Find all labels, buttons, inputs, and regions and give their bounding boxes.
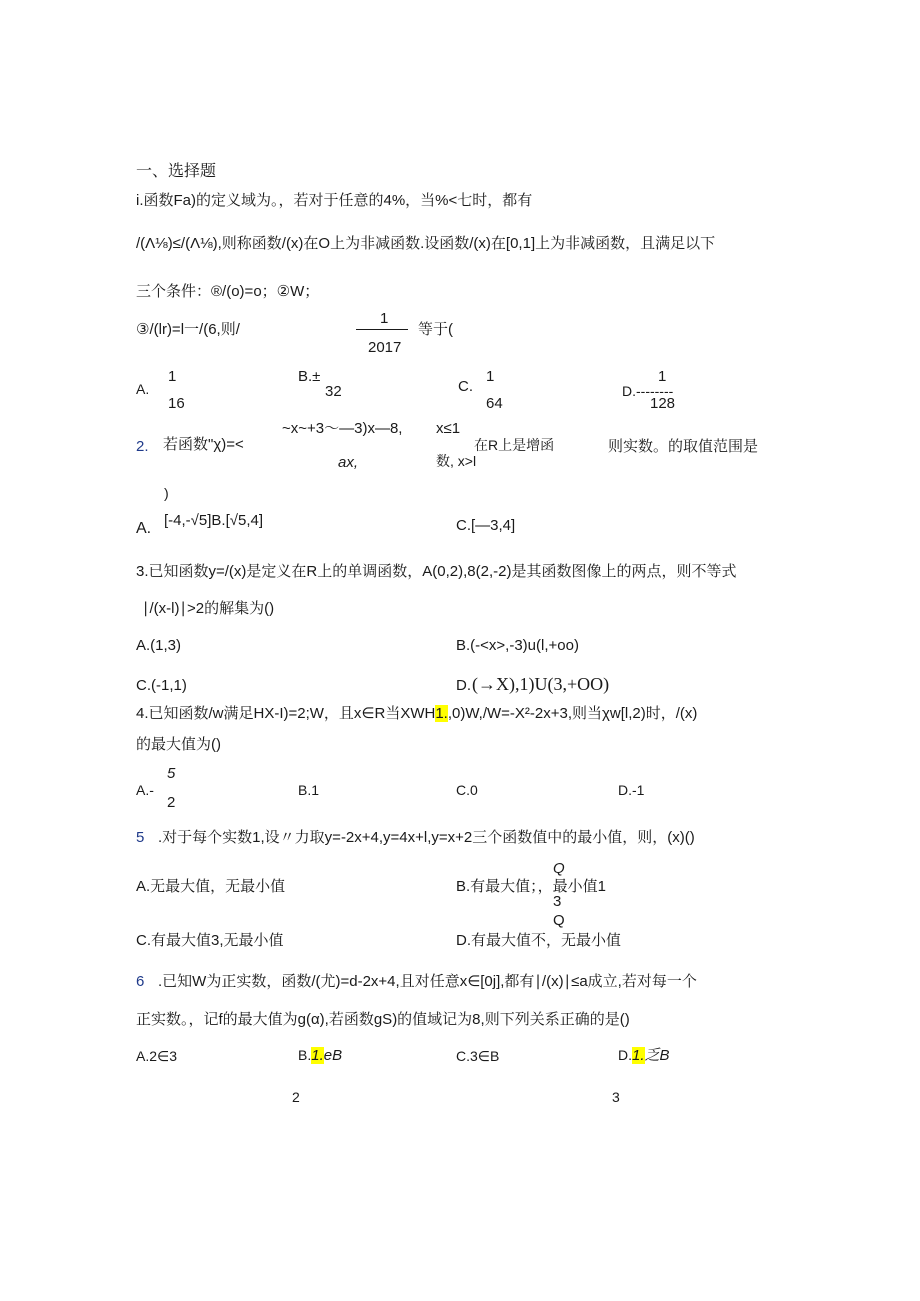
- q6-line1: .已知W为正实数，函数/(尤)=d-2x+4,且对任意x∈[0j],都有∣/(x)∣≤a成立,若对每一个: [158, 973, 697, 990]
- q3-optA: A.(1,3): [136, 637, 182, 654]
- q6-optD-highlight: 1.: [632, 1047, 645, 1064]
- q4-optA-label: A.-: [136, 782, 154, 798]
- q3-optC: C.(-1,1): [136, 677, 187, 694]
- q5-optB-bot: Q: [553, 912, 565, 929]
- q4-optC: C.0: [456, 782, 478, 798]
- q1-optC-label: C.: [458, 378, 473, 395]
- q2-close: ): [164, 485, 169, 501]
- section-title: 一、选择题: [136, 163, 217, 180]
- q2-piece1: ~x~+3〜—3)x—8,: [282, 420, 403, 437]
- q5-line1: .对于每个实数1,设〃力取y=-2x+4,y=4x+l,y=x+2三个函数值中的最小值，则，(x)(): [158, 829, 695, 846]
- q4-line1-post: ,0)W,/W=-X²-2x+3,则当χw[l,2)时，/(x): [447, 705, 698, 722]
- q2-stem: 若函数"χ)=<: [163, 436, 244, 453]
- q4-highlight: 1.: [435, 705, 448, 722]
- q4-optB: B.1: [298, 782, 320, 798]
- q4-line1-pre: 4.已知函数/w满足HX-I)=2;W，且x∈R当XWH: [136, 705, 436, 722]
- q1-optA-num: 1: [168, 368, 177, 385]
- q1-frac-bar: [356, 329, 408, 330]
- q6-optB: [298, 1046, 342, 1065]
- q2-piece2-cond: 数, x>l: [436, 453, 477, 469]
- q6-optD: [618, 1046, 670, 1065]
- q2-piece1-cond: x≤1: [436, 420, 461, 437]
- q6-line2: 正实数。，记f的最大值为g(α),若函数gS)的值域记为8,则下列关系正确的是(): [136, 1011, 630, 1028]
- q2-tail: 则实数。的取值范围是: [608, 438, 759, 455]
- q1-optB: B.±: [298, 368, 321, 385]
- q3-line2: ∣/(x-l)∣>2的解集为(): [142, 600, 275, 617]
- q4-optA-den: 2: [167, 794, 176, 811]
- q6-foot-b: 2: [292, 1089, 300, 1105]
- q2-mid: 在R上是增函: [474, 437, 555, 453]
- q1-optD-num: 1: [658, 368, 667, 385]
- q5-optB: B.有最大值；，最小值1: [456, 878, 607, 895]
- q3-optD: (→X),1)U(3,+OO): [472, 674, 610, 694]
- q5-optA: A.无最大值，无最小值: [136, 878, 286, 895]
- q6-optD-label: D.: [618, 1047, 632, 1063]
- q2-num: 2.: [136, 438, 149, 455]
- q1-optD-den: 128: [650, 395, 676, 412]
- q2-optA-label: A.: [136, 520, 152, 537]
- q5-num: 5: [136, 829, 145, 846]
- q5-optC: C.有最大值3,无最小值: [136, 932, 284, 949]
- q1-optC-den: 64: [486, 395, 503, 412]
- q4-optD: D.-1: [618, 782, 645, 798]
- q6-optB-tail: eB: [323, 1047, 343, 1064]
- q6-optD-tail: 乏B: [644, 1047, 670, 1064]
- q1-line3: 三个条件：®/(o)=o；②W；: [136, 283, 320, 300]
- q3-line1: 3.已知函数y=/(x)是定义在R上的单调函数，A(0,2),8(2,-2)是其函数图像上的两点，则不等式: [136, 563, 737, 580]
- q1-optB-den: 32: [325, 383, 342, 400]
- q1-line1: i.函数Fa)的定义域为。，若对于任意的4%，当%<七时，都有: [136, 192, 533, 209]
- q1-line2: /(Λ⅛)≤/(Λ⅛),则称函数/(x)在O上为非减函数.设函数/(x)在[0,1]上为非减函数，且满足以下: [136, 235, 716, 252]
- q1-frac-den: 2017: [368, 339, 402, 356]
- q1-optC-num: 1: [486, 368, 495, 385]
- q5-optB-top: Q: [553, 860, 565, 877]
- q3-optD-prefix: D.: [456, 677, 471, 694]
- q4-optA-num: 5: [167, 765, 176, 782]
- q5-optB-mid: 3: [553, 893, 562, 910]
- q6-optB-highlight: 1.: [311, 1047, 324, 1064]
- q1-optD-label: D.--------: [622, 383, 674, 399]
- q3-optB: B.(-<x>,-3)u(l,+oo): [456, 637, 579, 654]
- q2-piece2: ax,: [338, 454, 359, 471]
- q2-optAB: [-4,-√5]B.[√5,4]: [164, 512, 264, 529]
- q1-tail: 等于(: [418, 321, 453, 338]
- q5-optD: D.有最大值不，无最小值: [456, 932, 622, 949]
- q6-num: 6: [136, 973, 145, 990]
- q4-line2: 的最大值为(): [136, 736, 221, 753]
- q6-foot-d: 3: [612, 1089, 620, 1105]
- q2-optC: C.[—3,4]: [456, 517, 516, 534]
- q6-optA: A.2∈3: [136, 1048, 177, 1064]
- q6-optB-label: B.: [298, 1047, 312, 1063]
- q4-line1: [136, 705, 697, 723]
- q1-line4: ③/(lr)=l一/(6,则/: [136, 321, 240, 338]
- q1-optA-label: A.: [136, 381, 150, 397]
- q1-optA-den: 16: [168, 395, 185, 412]
- q1-frac-num: 1: [380, 310, 389, 327]
- q6-optC: C.3∈B: [456, 1048, 500, 1064]
